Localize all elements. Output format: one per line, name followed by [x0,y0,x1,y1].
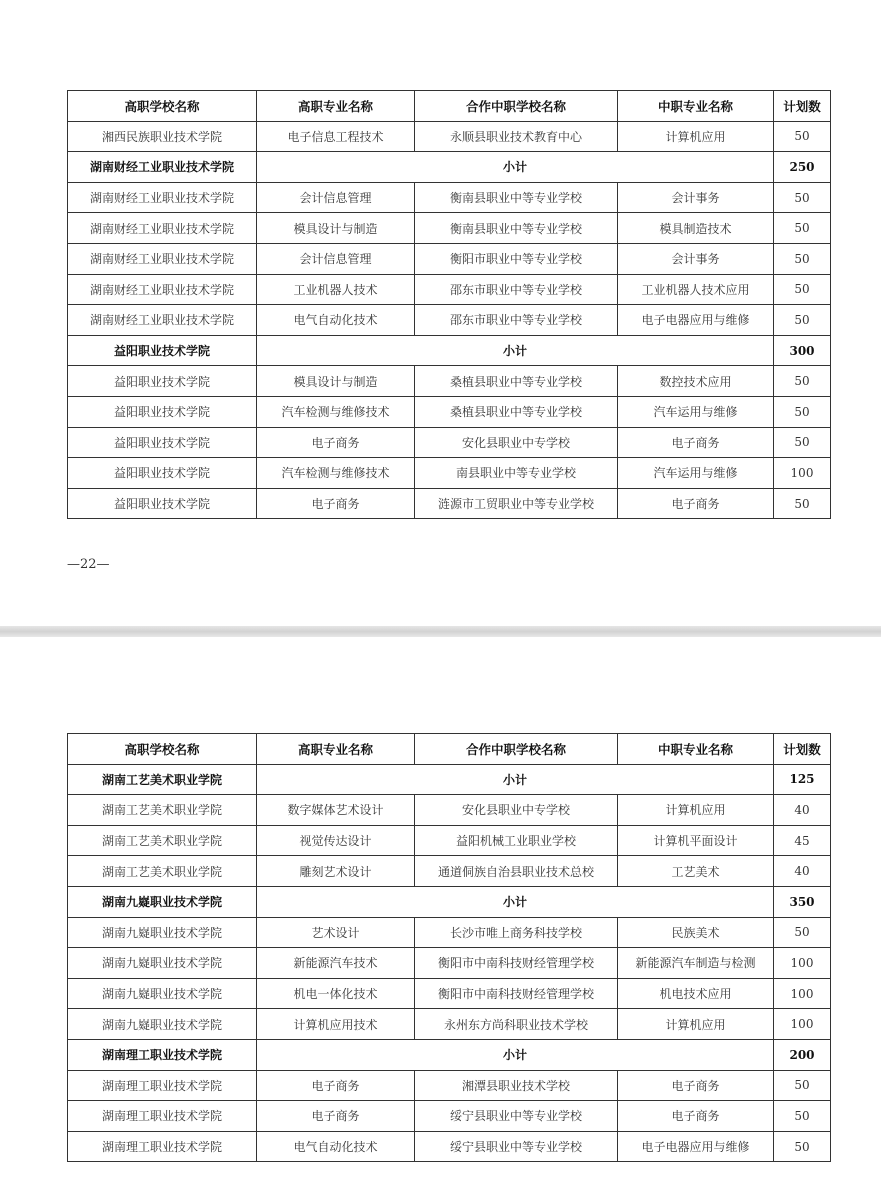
secondary-major-cell: 汽车运用与维修 [618,396,774,427]
school-name-cell: 湖南工艺美术职业学院 [68,825,257,856]
secondary-major-cell: 会计事务 [618,243,774,274]
secondary-major-cell: 电子商务 [618,488,774,519]
school-name-cell: 湖南工艺美术职业学院 [68,795,257,826]
major-cell: 电气自动化技术 [257,1131,415,1162]
plan-count-cell: 100 [774,948,831,979]
secondary-major-cell: 电子商务 [618,427,774,458]
secondary-major-cell: 电子商务 [618,1070,774,1101]
table-row [68,1009,831,1040]
header-secondary-major: 中职专业名称 [618,91,774,122]
table-row [68,917,831,948]
school-name-cell: 湖南理工职业技术学院 [68,1131,257,1162]
plan-count-cell: 50 [774,488,831,519]
plan-count-cell: 50 [774,243,831,274]
school-name-cell: 湖南理工职业技术学院 [68,1070,257,1101]
school-name-cell: 益阳职业技术学院 [68,366,257,397]
secondary-major-cell: 模具制造技术 [618,213,774,244]
school-name-cell: 湖南九嶷职业技术学院 [68,886,257,917]
plan-count-cell: 50 [774,305,831,336]
plan-count-cell: 50 [774,121,831,152]
partner-school-cell: 永州东方尚科职业技术学校 [415,1009,618,1040]
partner-school-cell: 衡阳市中南科技财经管理学校 [415,978,618,1009]
subtotal-row [68,886,831,917]
partner-school-cell: 湘潭县职业技术学校 [415,1070,618,1101]
secondary-major-cell: 工艺美术 [618,856,774,887]
major-cell: 汽车检测与维修技术 [257,396,415,427]
header-partner-school: 合作中职学校名称 [415,734,618,765]
partner-school-cell: 桑植县职业中等专业学校 [415,366,618,397]
partner-school-cell: 邵东市职业中等专业学校 [415,305,618,336]
subtotal-count: 125 [774,764,831,795]
subtotal-row [68,152,831,183]
school-name-cell: 益阳职业技术学院 [68,458,257,489]
header-partner-school: 合作中职学校名称 [415,91,618,122]
school-name-cell: 湖南财经工业职业技术学院 [68,213,257,244]
plan-count-cell: 50 [774,213,831,244]
major-cell: 新能源汽车技术 [257,948,415,979]
plan-count-cell: 50 [774,1070,831,1101]
table-row [68,458,831,489]
major-cell: 电气自动化技术 [257,305,415,336]
table-row [68,121,831,152]
subtotal-row [68,764,831,795]
major-cell: 计算机应用技术 [257,1009,415,1040]
school-name-cell: 湖南九嶷职业技术学院 [68,1009,257,1040]
plan-count-cell: 100 [774,1009,831,1040]
plan-count-cell: 50 [774,427,831,458]
secondary-major-cell: 计算机平面设计 [618,825,774,856]
table-body [68,764,831,1162]
subtotal-label: 小计 [257,152,774,183]
secondary-major-cell: 工业机器人技术应用 [618,274,774,305]
partner-school-cell: 通道侗族自治县职业技术总校 [415,856,618,887]
subtotal-row [68,1039,831,1070]
school-name-cell: 湖南九嶷职业技术学院 [68,978,257,1009]
plan-count-cell: 50 [774,366,831,397]
header-major: 高职专业名称 [257,734,415,765]
plan-count-cell: 50 [774,917,831,948]
table-row [68,366,831,397]
table-row [68,825,831,856]
school-name-cell: 益阳职业技术学院 [68,427,257,458]
major-cell: 电子商务 [257,488,415,519]
enrollment-plan-table [67,90,831,519]
major-cell: 汽车检测与维修技术 [257,458,415,489]
table-row [68,427,831,458]
secondary-major-cell: 机电技术应用 [618,978,774,1009]
header-school: 高职学校名称 [68,91,257,122]
secondary-major-cell: 计算机应用 [618,1009,774,1040]
major-cell: 会计信息管理 [257,182,415,213]
school-name-cell: 益阳职业技术学院 [68,335,257,366]
header-plan-count: 计划数 [774,734,831,765]
plan-count-cell: 40 [774,856,831,887]
subtotal-label: 小计 [257,1039,774,1070]
subtotal-count: 300 [774,335,831,366]
plan-count-cell: 50 [774,396,831,427]
major-cell: 艺术设计 [257,917,415,948]
secondary-major-cell: 计算机应用 [618,795,774,826]
table-row [68,978,831,1009]
table-row [68,795,831,826]
major-cell: 雕刻艺术设计 [257,856,415,887]
school-name-cell: 湖南财经工业职业技术学院 [68,182,257,213]
subtotal-label: 小计 [257,764,774,795]
table-row [68,274,831,305]
major-cell: 数字媒体艺术设计 [257,795,415,826]
secondary-major-cell: 新能源汽车制造与检测 [618,948,774,979]
partner-school-cell: 长沙市唯上商务科技学校 [415,917,618,948]
partner-school-cell: 绥宁县职业中等专业学校 [415,1101,618,1132]
partner-school-cell: 永顺县职业技术教育中心 [415,121,618,152]
plan-count-cell: 50 [774,182,831,213]
major-cell: 工业机器人技术 [257,274,415,305]
partner-school-cell: 桑植县职业中等专业学校 [415,396,618,427]
table-row [68,305,831,336]
school-name-cell: 湖南九嶷职业技术学院 [68,948,257,979]
plan-count-cell: 50 [774,274,831,305]
subtotal-row [68,335,831,366]
school-name-cell: 益阳职业技术学院 [68,396,257,427]
plan-count-cell: 40 [774,795,831,826]
secondary-major-cell: 会计事务 [618,182,774,213]
subtotal-count: 350 [774,886,831,917]
page-separator [0,626,881,637]
partner-school-cell: 涟源市工贸职业中等专业学校 [415,488,618,519]
secondary-major-cell: 汽车运用与维修 [618,458,774,489]
major-cell: 电子商务 [257,1070,415,1101]
secondary-major-cell: 电子电器应用与维修 [618,1131,774,1162]
major-cell: 模具设计与制造 [257,213,415,244]
school-name-cell: 益阳职业技术学院 [68,488,257,519]
school-name-cell: 湖南财经工业职业技术学院 [68,152,257,183]
partner-school-cell: 衡阳市职业中等专业学校 [415,243,618,274]
header-plan-count: 计划数 [774,91,831,122]
table-row [68,856,831,887]
school-name-cell: 湖南九嶷职业技术学院 [68,917,257,948]
major-cell: 电子信息工程技术 [257,121,415,152]
school-name-cell: 湖南财经工业职业技术学院 [68,274,257,305]
secondary-major-cell: 民族美术 [618,917,774,948]
table-row [68,182,831,213]
header-major: 高职专业名称 [257,91,415,122]
page-number: —22— [67,557,110,572]
table-row [68,396,831,427]
partner-school-cell: 益阳机械工业职业学校 [415,825,618,856]
secondary-major-cell: 数控技术应用 [618,366,774,397]
header-secondary-major: 中职专业名称 [618,734,774,765]
school-name-cell: 湖南工艺美术职业学院 [68,764,257,795]
table-body [68,121,831,519]
school-name-cell: 湖南财经工业职业技术学院 [68,243,257,274]
subtotal-label: 小计 [257,335,774,366]
document-page-23 [0,637,881,1191]
partner-school-cell: 邵东市职业中等专业学校 [415,274,618,305]
table-row [68,1131,831,1162]
major-cell: 会计信息管理 [257,243,415,274]
major-cell: 电子商务 [257,427,415,458]
partner-school-cell: 南县职业中等专业学校 [415,458,618,489]
subtotal-count: 200 [774,1039,831,1070]
plan-count-cell: 100 [774,978,831,1009]
partner-school-cell: 绥宁县职业中等专业学校 [415,1131,618,1162]
plan-count-cell: 100 [774,458,831,489]
header-school: 高职学校名称 [68,734,257,765]
table-row [68,243,831,274]
table-header-row [68,91,831,122]
table-row [68,488,831,519]
partner-school-cell: 衡南县职业中等专业学校 [415,213,618,244]
subtotal-count: 250 [774,152,831,183]
plan-count-cell: 45 [774,825,831,856]
partner-school-cell: 衡阳市中南科技财经管理学校 [415,948,618,979]
major-cell: 电子商务 [257,1101,415,1132]
partner-school-cell: 安化县职业中专学校 [415,795,618,826]
major-cell: 视觉传达设计 [257,825,415,856]
table-row [68,1070,831,1101]
partner-school-cell: 安化县职业中专学校 [415,427,618,458]
school-name-cell: 湘西民族职业技术学院 [68,121,257,152]
major-cell: 机电一体化技术 [257,978,415,1009]
school-name-cell: 湖南理工职业技术学院 [68,1101,257,1132]
school-name-cell: 湖南财经工业职业技术学院 [68,305,257,336]
plan-count-cell: 50 [774,1101,831,1132]
school-name-cell: 湖南理工职业技术学院 [68,1039,257,1070]
plan-count-cell: 50 [774,1131,831,1162]
secondary-major-cell: 计算机应用 [618,121,774,152]
school-name-cell: 湖南工艺美术职业学院 [68,856,257,887]
secondary-major-cell: 电子商务 [618,1101,774,1132]
table-header-row [68,734,831,765]
table-row [68,948,831,979]
major-cell: 模具设计与制造 [257,366,415,397]
table-row [68,1101,831,1132]
partner-school-cell: 衡南县职业中等专业学校 [415,182,618,213]
table-row [68,213,831,244]
secondary-major-cell: 电子电器应用与维修 [618,305,774,336]
subtotal-label: 小计 [257,886,774,917]
enrollment-plan-table [67,733,831,1162]
